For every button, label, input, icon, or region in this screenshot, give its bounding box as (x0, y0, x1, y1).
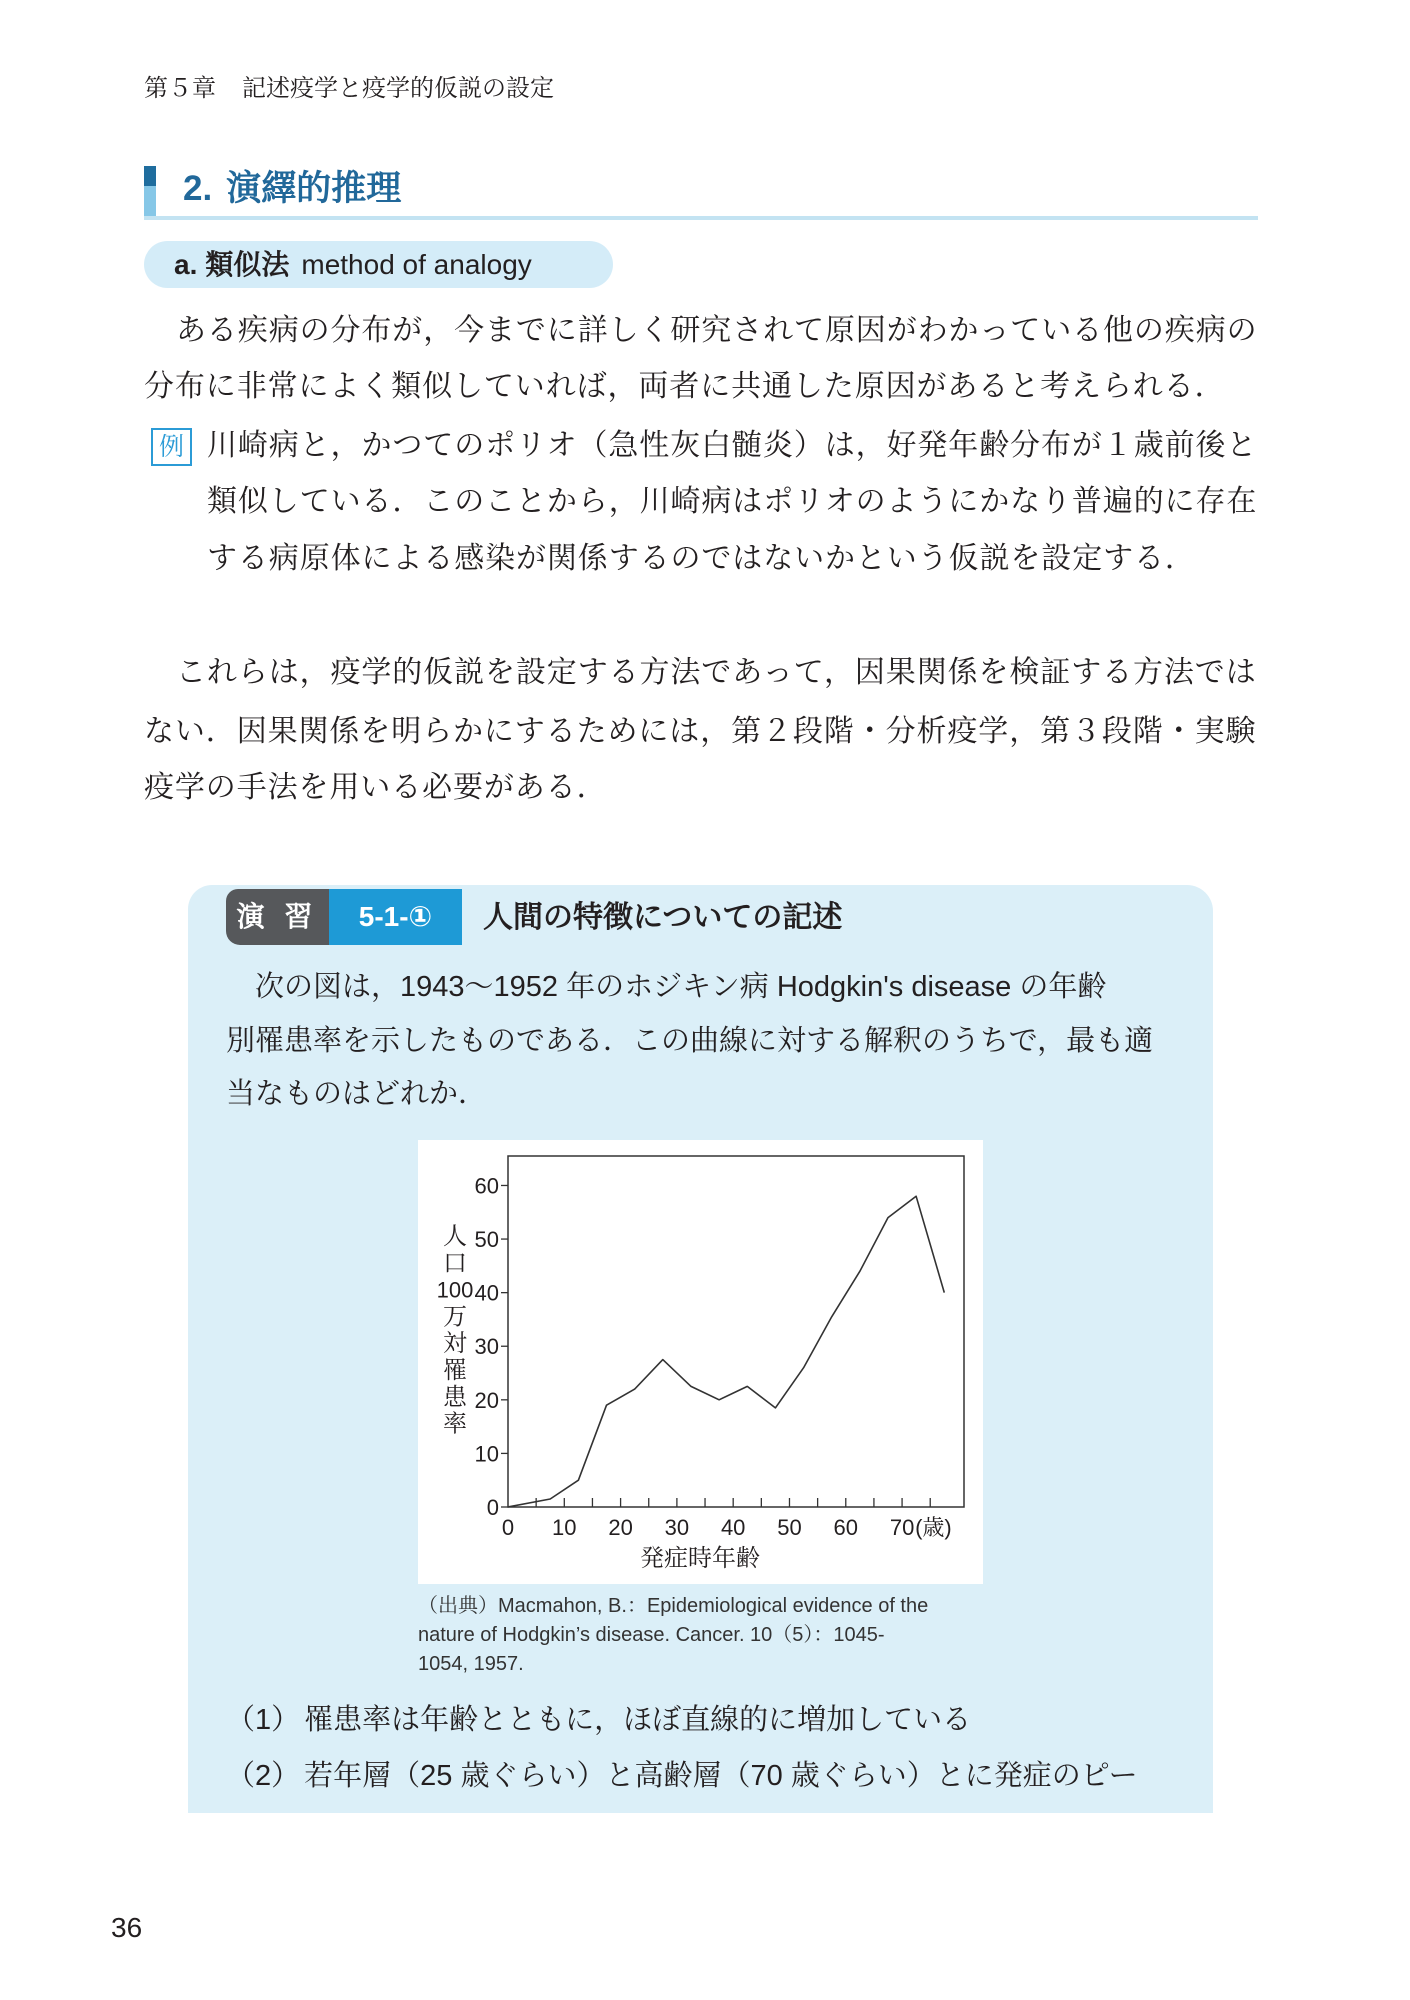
choice-number: （2） (226, 1760, 301, 1792)
incidence-chart (418, 1140, 983, 1584)
chart-panel (418, 1140, 983, 1584)
choice-item (226, 1700, 971, 1740)
y-axis-title-char: 率 (443, 1410, 467, 1438)
example-line: 類似している．このことから，川崎病はポリオのようにかなり普遍的に存在 (207, 485, 1258, 518)
example-line: する病原体による感染が関係するのではないかという仮説を設定する． (207, 542, 1196, 575)
paragraph2-line: ない．因果関係を明らかにするためには，第２段階・分析疫学，第３段階・実験 (144, 715, 1257, 748)
paragraph1-line: 分布に非常によく類似していれば，両者に共通した原因があると考えられる． (144, 370, 1226, 403)
question-line: 次の図は，1943〜1952 年のホジキン病 Hodgkin's disease の年齢 (255, 971, 1107, 1003)
x-axis-title: 発症時年齢 (640, 1545, 760, 1572)
x-tick-label: 60 (833, 1515, 859, 1540)
y-tick-label: 10 (474, 1441, 499, 1467)
x-tick-label: 50 (777, 1515, 802, 1540)
x-tick-label: 30 (664, 1515, 690, 1540)
y-axis-title-char: 人 (443, 1223, 467, 1250)
choice-item (226, 1756, 1138, 1796)
plot-frame (508, 1156, 964, 1507)
source-line: nature of Hodgkin’s disease. Cancer. 10（5）：1045- (418, 1624, 885, 1646)
exercise-title: 人間の特徴についての記述 (483, 901, 843, 934)
section-title (183, 167, 401, 211)
paragraph1-line: ある疾病の分布が，今までに詳しく研究されて原因がわかっている他の疾病の (176, 314, 1258, 347)
y-axis-title-char: 万 (443, 1303, 467, 1331)
source-line: 1054, 1957. (418, 1653, 524, 1675)
y-tick-label: 0 (486, 1495, 499, 1520)
paragraph2-line: これらは，疫学的仮説を設定する方法であって，因果関係を検証する方法では (176, 656, 1257, 689)
heading-marker-bottom (144, 186, 156, 216)
section-number: 2. (183, 169, 213, 208)
series-line (508, 1196, 944, 1507)
running-header (144, 73, 554, 105)
exercise-tab-label: 演 習 (226, 889, 329, 945)
y-tick-label: 50 (474, 1227, 499, 1253)
choice-text: 罹患率は年齢とともに，ほぼ直線的に増加している (304, 1704, 972, 1736)
y-tick-label: 20 (474, 1387, 499, 1413)
y-axis-title-char: 口 (443, 1249, 467, 1277)
source-note (418, 1592, 928, 1679)
x-tick-label: 20 (608, 1515, 633, 1540)
y-axis-title-char: 罹 (443, 1357, 467, 1384)
chapter-number: 第５章 (144, 75, 216, 102)
x-unit-label: (歳) (915, 1515, 952, 1540)
y-tick-label: 60 (474, 1173, 499, 1199)
section-title-text: 演繹的推理 (226, 169, 402, 208)
x-tick-label: 0 (501, 1515, 515, 1540)
chapter-title: 記述疫学と疫学的仮説の設定 (242, 75, 554, 102)
page-number: 36 (111, 1912, 143, 1943)
y-tick-label: 30 (474, 1334, 499, 1360)
x-tick-label: 10 (552, 1515, 577, 1540)
section-divider (144, 216, 1258, 220)
subsection-title-en: method of analogy (301, 249, 532, 280)
y-tick-label: 40 (474, 1280, 499, 1306)
x-tick-label: 70 (889, 1515, 915, 1540)
question-line: 当なものはどれか． (226, 1078, 488, 1110)
subsection-title (174, 241, 532, 288)
heading-marker-top (144, 166, 156, 186)
subsection-title-ja: 類似法 (205, 249, 290, 280)
x-tick-label: 40 (720, 1515, 746, 1540)
example-badge: 例 (151, 428, 192, 466)
question-line: 別罹患率を示したものである．この曲線に対する解釈のうちで，最も適 (226, 1025, 1154, 1057)
source-line: （出典）Macmahon, B.：Epidemiological evidence of the (418, 1595, 929, 1617)
exercise-tab-number: 5-1-① (329, 889, 462, 945)
y-axis-title-char: 100 (436, 1277, 474, 1303)
choice-text: 若年層（25 歳ぐらい）と高齢層（70 歳ぐらい）とに発症のピー (304, 1760, 1138, 1792)
y-axis-title-char: 患 (443, 1383, 467, 1411)
y-axis-title-char: 対 (443, 1330, 467, 1358)
choice-number: （1） (226, 1704, 301, 1736)
example-line: 川崎病と，かつてのポリオ（急性灰白髄炎）は，好発年齢分布が１歳前後と (207, 429, 1258, 462)
paragraph2-line: 疫学の手法を用いる必要がある． (144, 771, 608, 804)
subsection-label: a. (174, 249, 198, 280)
